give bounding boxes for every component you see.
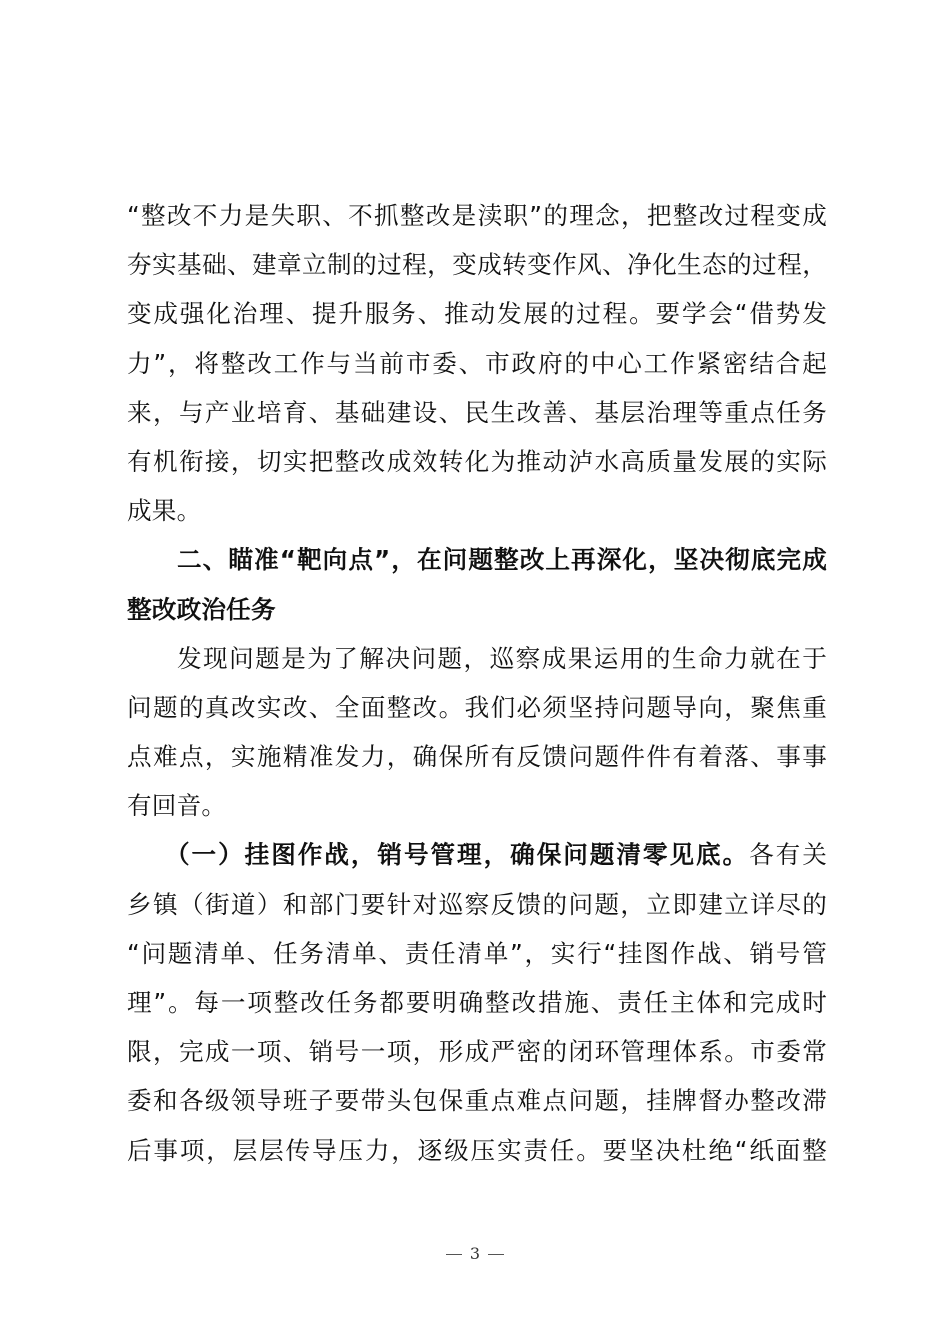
text-line: 问题的真改实改、全面整改。我们必须坚持问题导向，聚焦重: [127, 692, 827, 722]
dash-right-decoration: [488, 1254, 504, 1255]
text-line: 限，完成一项、销号一项，形成严密的闭环管理体系。市委常: [127, 1037, 827, 1067]
section-heading-line: 二、瞄准“靶向点”，在问题整改上再深化，坚决彻底完成: [177, 545, 827, 575]
text-line: 有回音。: [127, 791, 227, 821]
text-line: 力”，将整改工作与当前市委、市政府的中心工作紧密结合起: [127, 348, 827, 378]
document-body: [127, 196, 827, 1180]
text-line: 委和各级领导班子要带头包保重点难点问题，挂牌督办整改滞: [127, 1086, 827, 1116]
text-line: “问题清单、任务清单、责任清单”，实行“挂图作战、销号管: [127, 938, 827, 968]
text-line: 发现问题是为了解决问题，巡察成果运用的生命力就在于: [177, 643, 827, 673]
text-line: 乡镇（街道）和部门要针对巡察反馈的问题，立即建立详尽的: [127, 889, 827, 919]
text-line: 成果。: [127, 496, 202, 526]
text-line: 点难点，实施精准发力，确保所有反馈问题件件有着落、事事: [127, 742, 827, 772]
text-line: 变成强化治理、提升服务、推动发展的过程。要学会“借势发: [127, 299, 827, 329]
text-line: 有机衔接，切实把整改成效转化为推动泸水高质量发展的实际: [127, 446, 827, 476]
text-line: 夯实基础、建章立制的过程，变成转变作风、净化生态的过程，: [127, 250, 827, 280]
subsection-heading: （一）挂图作战，销号管理，确保问题清零见底。: [165, 840, 750, 870]
text-line: 后事项，层层传导压力，逐级压实责任。要坚决杜绝“纸面整: [127, 1135, 827, 1165]
text-line: 来，与产业培育、基础建设、民生改善、基层治理等重点任务: [127, 397, 827, 427]
text-span: 各有关: [749, 840, 827, 870]
section-heading-line: 整改政治任务: [127, 594, 276, 624]
subsection-first-line: [127, 835, 827, 884]
text-line: “整改不力是失职、不抓整改是渎职”的理念，把整改过程变成: [127, 201, 827, 230]
text-line: 理”。每一项整改任务都要明确整改措施、责任主体和完成时: [127, 988, 827, 1017]
dash-left-decoration: [446, 1254, 462, 1255]
page-number: 3: [469, 1244, 481, 1263]
page-footer: [0, 1244, 950, 1263]
